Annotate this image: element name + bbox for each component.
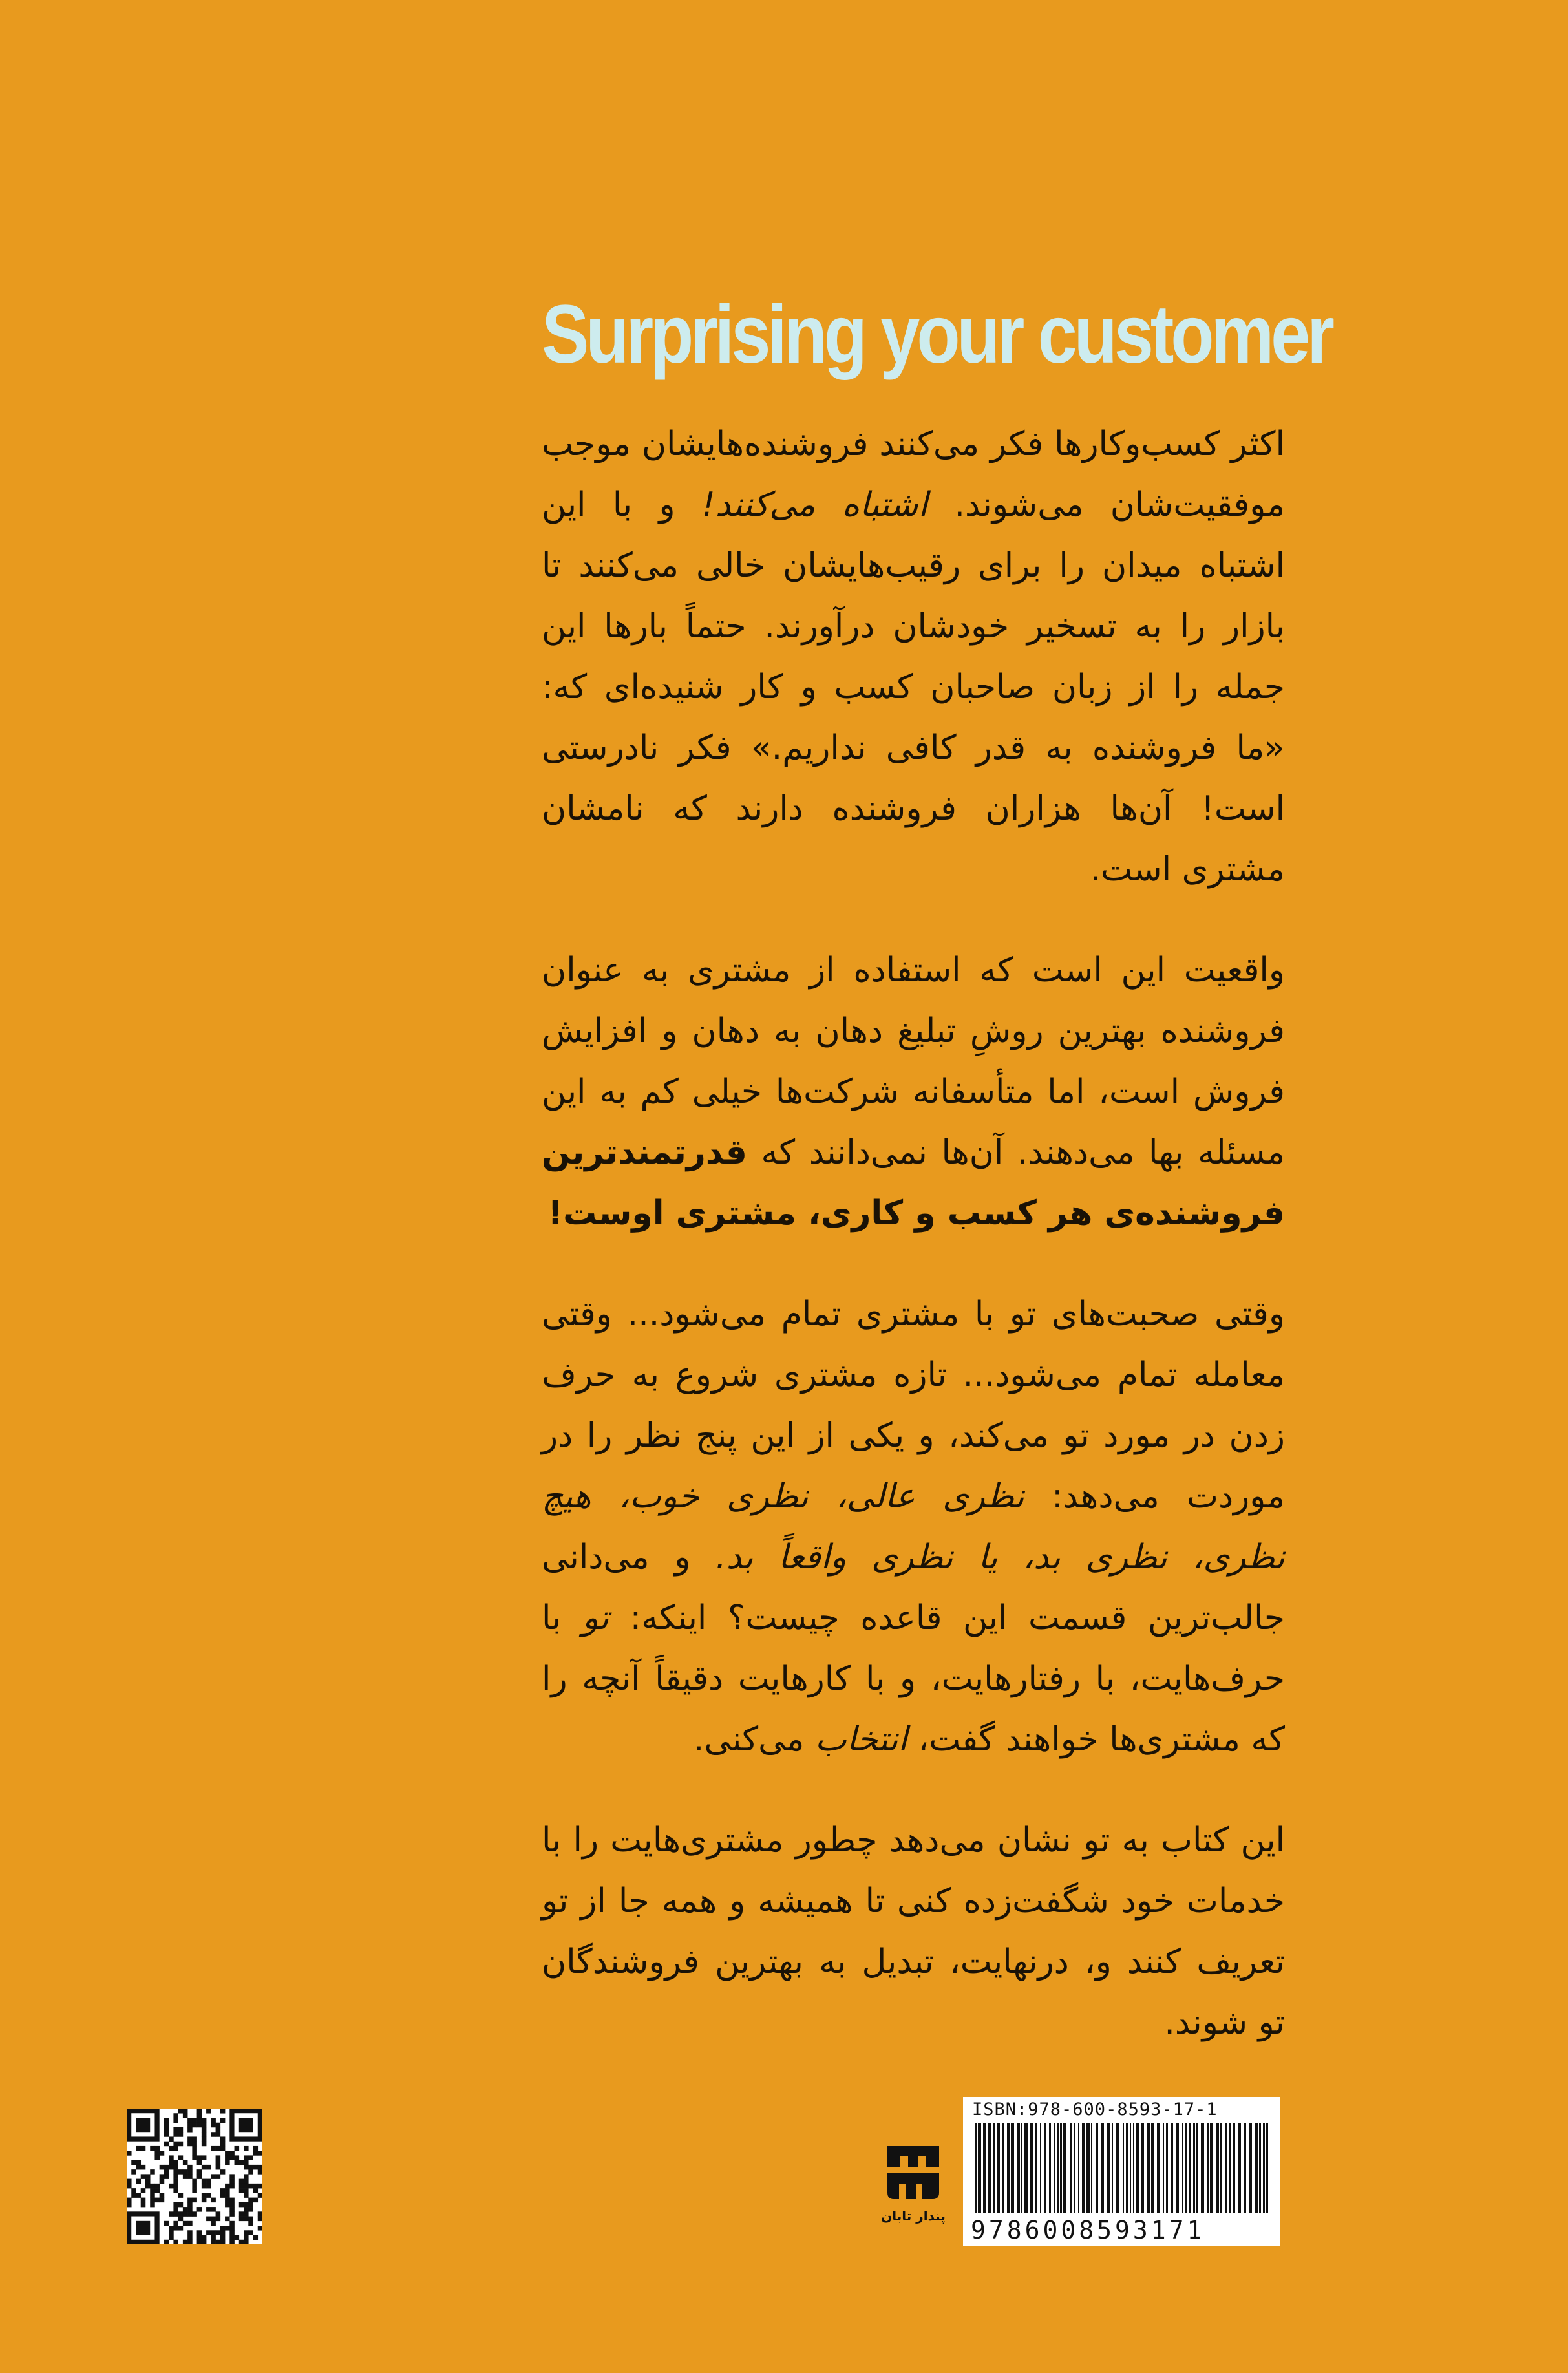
qr-code-icon [127, 2109, 262, 2244]
text-run: وقتی صحبت‌های تو با مشتری تمام می‌شود... وقتی معامله تمام می‌شود... تازه مشتری شروع به حرف زدن در مورد تو می‌کند، و یکی از این پنج نظر را در موردت می‌دهد: [542, 1295, 1285, 1516]
blurb-text [542, 414, 1285, 2093]
barcode-bars [975, 2123, 1269, 2213]
publisher-logo-icon [882, 2141, 944, 2203]
italic-phrase: نظری عالی، نظری خوب، هیچ نظری، نظری بد، یا نظری واقعاً بد. [542, 1477, 1285, 1577]
publisher-block [878, 2141, 949, 2225]
text-run: و می‌دانی جالب‌ترین قسمت این قاعده چیست؟ اینکه: [542, 1538, 1285, 1637]
book-subtitle-heading: Surprising your customer [542, 288, 1331, 381]
text-run: و با این اشتباه میدان را برای رقیب‌هایشان خالی می‌کنند تا بازار را به تسخیر خودشان درآورند. حتماً بارها این جمله را از زبان صاحبان کسب و کار شنیده‌ای که: «ما فروشنده به قدر کافی نداریم.» فکر نادرستی است! آن‌ها هزاران فروشنده دارند که نامشان مشتری است. [542, 485, 1285, 889]
text-run: این کتاب به تو نشان می‌دهد چطور مشتری‌هایت را با خدمات خود شگفت‌زده کنی تا همیشه و همه جا از تو تعریف کنند و، درنهایت، تبدیل به بهترین فروشندگان تو شوند. [542, 1821, 1285, 2042]
isbn-barcode [963, 2097, 1280, 2246]
blurb-paragraph [542, 1810, 1285, 2053]
isbn-label: ISBN:978-600-8593-17-1 [972, 2100, 1218, 2120]
ean-digits: 9786008593171 [971, 2216, 1205, 2244]
text-run: می‌کنی. [693, 1720, 815, 1759]
italic-phrase: تو [582, 1599, 609, 1637]
italic-phrase: اشتباه می‌کنند! [701, 485, 928, 524]
text-run: واقعیت این است که استفاده از مشتری به عنوان فروشنده بهترین روشِ تبلیغ دهان به دهان و افزایش فروش است، اما متأسفانه شرکت‌ها خیلی کم به این مسئله بها می‌دهند. آن‌ها نمی‌دانند که [542, 951, 1285, 1172]
bold-phrase: قدرتمندترین فروشنده‌ی هر کسب و کاری، مشتری اوست! [542, 1133, 1285, 1233]
text-run: اکثر کسب‌وکارها فکر می‌کنند فروشنده‌هایشان موجب موفقیت‌شان می‌شوند. [542, 425, 1286, 524]
italic-phrase: انتخاب [814, 1720, 907, 1759]
blurb-paragraph [542, 940, 1285, 1244]
blurb-paragraph [542, 414, 1285, 900]
publisher-name: پندار تابان [881, 2208, 946, 2224]
text-run: با حرف‌هایت، با رفتارهایت، و با کارهایت دقیقاً آنچه را که مشتری‌ها خواهند گفت، [542, 1599, 1285, 1759]
blurb-paragraph [542, 1284, 1285, 1770]
